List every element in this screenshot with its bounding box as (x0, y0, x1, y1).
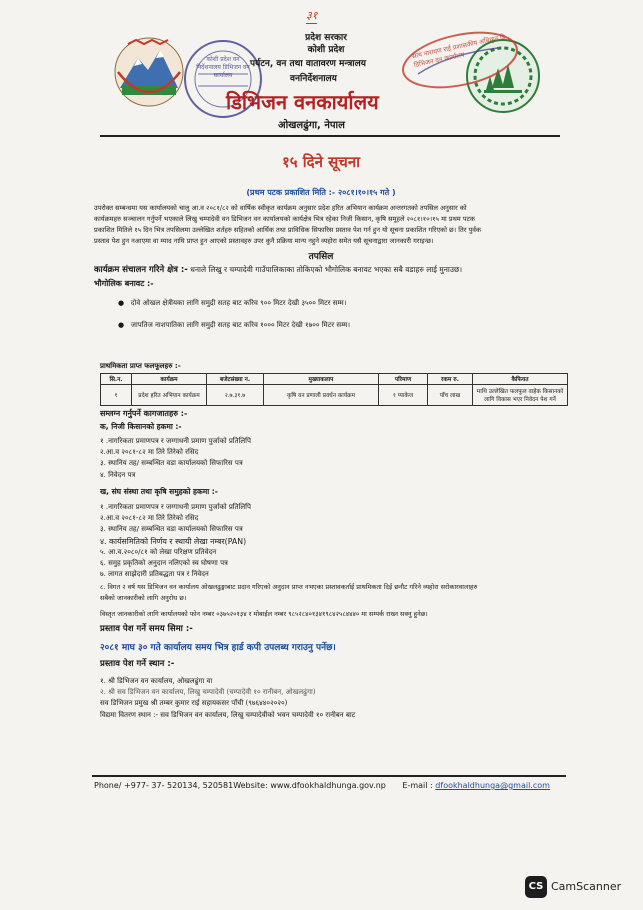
list-item: २.आ.व २०८१-८२ मा तिरे तिरेको रसिद (100, 448, 199, 457)
left-stamp-text: कोशी प्रदेश वन निर्देशनालय डिभिजन वन कार्यालय (196, 56, 250, 79)
table-header: बजेटसंख्या न. (207, 374, 264, 385)
list-item: ५. आ.व.२०८०/८१ को लेखा परिक्षण प्रतिवेदन (100, 547, 217, 556)
table-cell: १ प्याकेज (379, 385, 428, 406)
table-header: कार्यक्रम (132, 374, 207, 385)
list-item: ६. समुह प्रकृतिको अनुदान नलिएको स्व घोषणा पत्र (100, 559, 228, 568)
notice-subtitle: (प्रथम पटक प्रकाशित मिति :- २०८१।१०।१५ गते ) (246, 188, 396, 197)
list-item: २. श्री सव डिभिजन वन कार्यालय, लिखु चम्पादेवी (चम्पादेवी १० रानीबन, ओखलढुंगा) (100, 688, 316, 697)
area-line (94, 264, 570, 275)
government-emblem-icon (108, 28, 190, 110)
intro-line-1: उपरोक्त सम्बन्धमा यस कार्यालयको चालु आ.व २०८१/८२ को वार्षिक स्वीकृत कार्यक्रम अनुसार प्रदेश हरित अभियान कार्यक्रम अन्तरगतको तपसिल अनुसार को (94, 204, 467, 212)
notice-title: १५ दिने सूचना (281, 153, 361, 171)
list-item: १ .नागरिकता प्रमाणपत्र र जग्गाधनी प्रमाण पुर्जाको प्रतिलिपि (100, 503, 251, 511)
table-cell: प्रदेश हरित अभियान कार्यक्रम (132, 385, 207, 406)
footer-contact (94, 781, 550, 790)
office-location: ओखलढुंगा, नेपाल (278, 120, 345, 131)
deadline-text: २०८१ माघ ३० गते कार्यालय समय भित्र हार्ड कपी उपलब्ध गराउनु पर्नेछ। (100, 643, 336, 653)
header-line-2: कोशी प्रदेश (307, 45, 345, 55)
individual-heading: क, निजी किसानको हकमा :- (100, 422, 182, 431)
header-line-4: वननिर्देशनालय (290, 74, 337, 84)
office-name: डिभिजन वनकार्यालय (226, 90, 379, 114)
priority-table (100, 373, 568, 406)
table-header: सि.न. (101, 374, 132, 385)
list-item: ४. कार्यसमितिको निर्णय र स्थायी लेखा नम्बर(PAN) (100, 536, 247, 546)
geo-item-text: दोवे ओखल क्षेत्रीयका लागि समुद्री सतह बाट करिव ९०० मिटर देखी ३५०० मिटर सम्म। (130, 299, 347, 307)
bullet-icon: ● (118, 321, 125, 329)
table-header: मुख्याकलाप (264, 374, 379, 385)
footer-phone-website: Phone/ +977- 37- 520134, 520581Website: www.dfookhaldhunga.gov.np (94, 781, 386, 790)
camscanner-brand: CamScanner (551, 880, 622, 893)
group-heading: ख, संघ संस्था तथा कृषि समुहको हकमा :- (100, 487, 218, 496)
footer-divider (92, 775, 566, 777)
camscanner-logo-icon: CS (525, 876, 547, 898)
list-item: ३. स्थानिय तह/ सम्बन्धित वडा कार्यालयको सिफारिस पत्र (100, 459, 243, 468)
footer-email-label: E-mail : (402, 781, 433, 790)
header-divider (100, 135, 560, 137)
geo-item-1 (118, 299, 346, 308)
tapsil-heading: तपसिल (308, 252, 334, 262)
geo-heading: भौगोलिक बनावट :- (94, 279, 154, 288)
priority-heading: प्राथमिकता प्राप्त फलफूलहरु :- (100, 362, 181, 370)
contact-line: विस्तृत जानकारीको लागि कार्यालयको फोन नम्बर ०३७५२०१३४ र मोबाईल नम्बर ९८५२८४०१३४१९८४२५८४४४० मा सम्पर्क राख्न सक्नु हुनेछ। (100, 610, 428, 618)
table-header: कैफियत (473, 374, 568, 385)
note-line-1: ८. विगत २ वर्ष यस डिभिजन वन कार्यालय ओखलढुङ्गाबाट प्रदान गरिएको अनुदान प्राप्त नभएका प्रस्तावकर्ताई प्राथमिकता दिई छनौट गरिने व्यहोरा सरोकारवालाहरु (100, 583, 478, 591)
intro-line-3: प्रकाशित मितिले १५ दिन भित्र तपसिलमा उल्लेखित शर्तहरु सहितको आर्थिक तथा प्राविधिक सिफारिस प्रस्ताव पेश गर्न हुन यो सूचना प्रकाशित गरिएको छ। तिर पुर्वक (94, 226, 481, 234)
table-header-row (101, 374, 568, 385)
place-list (100, 676, 355, 721)
list-item: ७. लागत साझेदारी प्रतिबद्धता पत्र र निवेदन (100, 570, 209, 579)
group-docs-list (100, 502, 251, 580)
bullet-icon: ● (118, 299, 125, 307)
note-line-2: सबैको जानकारीको लागि अनुरोध छ। (100, 594, 187, 602)
place-heading: प्रस्ताव पेश गर्ने स्थान :- (100, 659, 175, 669)
header-line-1: प्रदेश सरकार (305, 33, 347, 43)
table-header: रकम रु. (428, 374, 473, 385)
list-item: विद्यमा वितरण स्थान :- सव डिभिजन वन कार्यालय, लिखु चम्पादेवीको भवन चम्पादेवी १० रानीबन बाट (100, 710, 356, 719)
area-heading: कार्यक्रम संचालन गरिने क्षेत्र :- (94, 265, 188, 275)
geo-item-2 (118, 321, 350, 330)
table-cell: पाँच लाख (428, 385, 473, 406)
deadline-heading: प्रस्ताव पेश गर्ने समय सिमा :- (100, 624, 193, 634)
page-number: ३१ (306, 9, 318, 22)
geo-item-text: जापतिज नाशपातिका लागि समुद्री सतह बाट करिव १००० मिटर देखी १७०० मिटर सम्म। (130, 321, 351, 329)
table-header: परिमाण (379, 374, 428, 385)
header-line-3: पर्यटन, वन तथा वातावरण मन्त्रालय (250, 59, 366, 69)
intro-line-4: प्रस्ताव पेश हुन नआएमा वा म्याद नाघि प्राप्त हुन आएको प्रस्तावहरु उपर कुनै प्रक्रिया मान्य नहुने व्यहोरा समेत यसै सूचनाद्वारा जानकारी गराइन्छ। (94, 237, 434, 245)
list-item: ३. स्थानिय तह/ सम्बन्धित वडा कार्यालयको सिफारिस पत्र (100, 525, 243, 534)
table-cell: कृषि वन प्रणाली प्रवर्धन कार्यक्रम (264, 385, 379, 406)
list-item: २.आ.व २०८१-८२ मा तिरे तिरेको रसिद (100, 514, 199, 523)
list-item: १. श्री डिभिजन वन कार्यालय, ओखलढुंगा वा (100, 677, 213, 685)
table-row (101, 385, 568, 406)
table-cell: २.७.३१.७ (207, 385, 264, 406)
docs-heading: सम्लग्न गर्नुपर्ने कागजातहरु :- (100, 409, 188, 418)
list-item: १ .नागरिकता प्रमाणपत्र र जग्गाधनी प्रमाण पुर्जाको प्रतिलिपि (100, 437, 251, 445)
area-text: धनाले लिखु र चम्पादेवी गाउँपालिकाका तोकिएको भौगोलिक बनावट भएका सबै वडाहरु लाई मुनाउछ। (190, 265, 463, 274)
footer-email-link[interactable]: dfookhaldhunga@gmail.com (435, 781, 550, 790)
table-cell: माथि उल्लेखित फलफुल वाहेक किसानको लागि विकास भएर निवेदन पेश गर्ने (473, 385, 568, 406)
individual-docs-list (100, 436, 251, 481)
table-cell: १ (101, 385, 132, 406)
list-item: सव डिभिजन प्रमुख श्री तम्बर कुमार राई सहायकसर पाँची (९७६४४०२०२०) (100, 699, 288, 708)
intro-line-2: कार्यक्रमहरु सञ्चालन गर्नुपर्ने भएकाले लिखु चम्पादेवी वन डिभिजन वन कार्यालयको कार्यक्षेत्र भित्र रहेका निजी किसान, कृषि समूहले २०८१।१०।१५ मा प्रथम पटक (94, 215, 475, 223)
list-item: ४. निवेदन पत्र (100, 470, 136, 479)
right-stamp-text: सत्य नारायण राई प्रशासकीय अधिकृत डि. डिभिजन वन कार्यालय (411, 32, 508, 70)
